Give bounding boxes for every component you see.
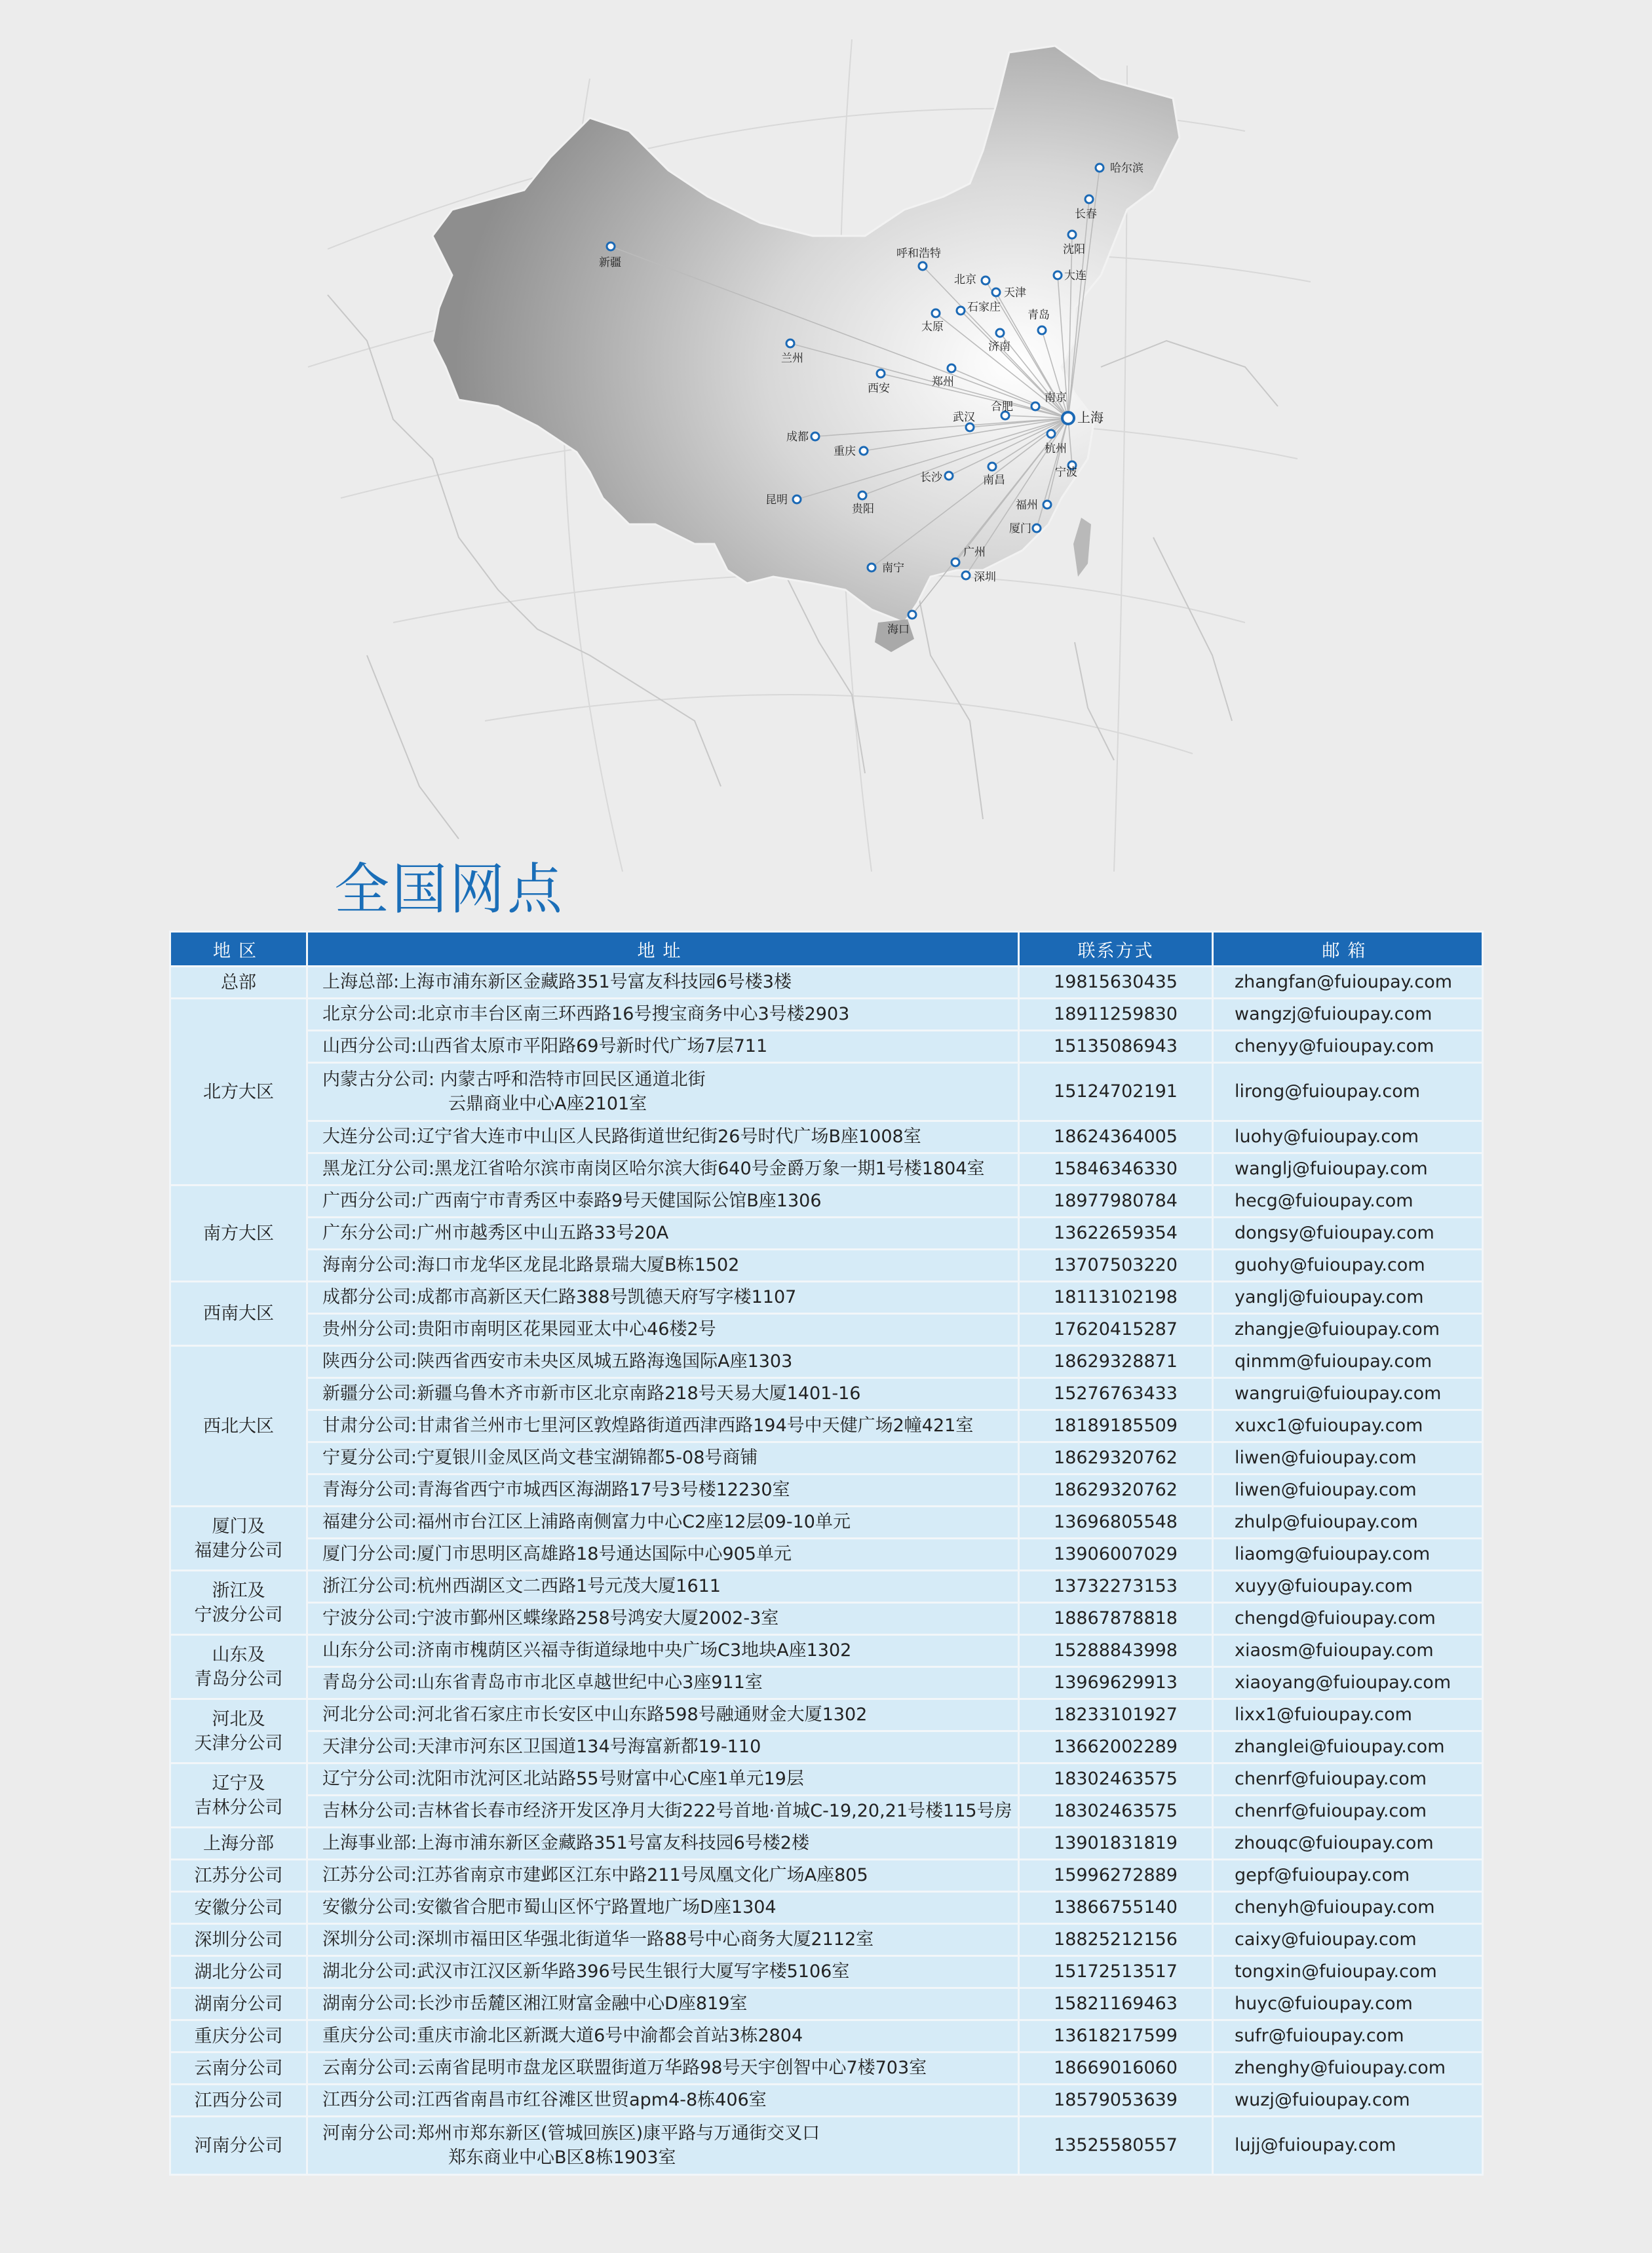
table-row — [170, 1314, 1483, 1346]
table-row — [170, 1699, 1483, 1731]
address-cell — [307, 1539, 1019, 1571]
email-link[interactable]: huyc@fuioupay.com — [1213, 1988, 1483, 2020]
address-line: 云南分公司:云南省昆明市盘龙区联盟街道万华路98号天宇创智中心7楼703室 — [322, 2058, 927, 2078]
city-marker — [793, 495, 801, 503]
city-marker — [1031, 402, 1039, 410]
table-row — [170, 1282, 1483, 1314]
address-line: 海南分公司:海口市龙华区龙昆北路景瑞大厦B栋1502 — [322, 1255, 740, 1275]
email-link[interactable]: zhangfan@fuioupay.com — [1213, 967, 1483, 999]
table-row — [170, 1763, 1483, 1796]
header-email: 邮箱 — [1213, 932, 1483, 967]
region-cell: 上海分部 — [170, 1828, 307, 1860]
city-marker — [858, 491, 866, 499]
address-line: 新疆分公司:新疆乌鲁木齐市新市区北京南路218号天易大厦1401-16 — [322, 1383, 861, 1404]
address-cell — [307, 1603, 1019, 1635]
region-label-line: 福建分公司 — [194, 1540, 283, 1561]
email-link[interactable]: lirong@fuioupay.com — [1213, 1063, 1483, 1121]
city-label: 郑州 — [932, 376, 954, 389]
city-marker — [1096, 164, 1104, 172]
city-label: 天津 — [1004, 286, 1026, 299]
address-line: 上海总部:上海市浦东新区金藏路351号富友科技园6号楼3楼 — [322, 972, 792, 992]
region-cell: 北方大区 — [170, 999, 307, 1185]
phone-cell: 18867878818 — [1019, 1603, 1213, 1635]
address-cell — [307, 1378, 1019, 1410]
table-row — [170, 1063, 1483, 1121]
email-link[interactable]: chenyy@fuioupay.com — [1213, 1031, 1483, 1063]
address-line: 辽宁分公司:沈阳市沈河区北站路55号财富中心C座1单元19层 — [322, 1769, 804, 1789]
email-link[interactable]: tongxin@fuioupay.com — [1213, 1956, 1483, 1988]
city-label: 南昌 — [983, 474, 1005, 487]
table-row — [170, 1603, 1483, 1635]
phone-cell: 13906007029 — [1019, 1539, 1213, 1571]
address-cell — [307, 1474, 1019, 1507]
region-cell: 重庆分公司 — [170, 2020, 307, 2052]
table-row — [170, 1988, 1483, 2020]
phone-cell: 18629328871 — [1019, 1346, 1213, 1378]
table-row — [170, 1153, 1483, 1185]
region-label-line: 厦门及 — [212, 1516, 265, 1537]
phone-cell: 19815630435 — [1019, 967, 1213, 999]
table-row — [170, 1185, 1483, 1218]
email-link[interactable]: xiaoyang@fuioupay.com — [1213, 1667, 1483, 1699]
city-label: 西安 — [868, 382, 890, 395]
address-line: 黑龙江分公司:黑龙江省哈尔滨市南岗区哈尔滨大街640号金爵万象一期1号楼1804室 — [322, 1159, 985, 1179]
email-link[interactable]: wangrui@fuioupay.com — [1213, 1378, 1483, 1410]
address-cell — [307, 1314, 1019, 1346]
city-marker — [1043, 501, 1051, 509]
address-line: 江苏分公司:江苏省南京市建邺区江东中路211号凤凰文化广场A座805 — [322, 1865, 868, 1885]
table-row — [170, 1860, 1483, 1892]
china-landmass — [432, 46, 1180, 623]
email-link[interactable]: zhanglei@fuioupay.com — [1213, 1731, 1483, 1763]
address-cell — [307, 1571, 1019, 1603]
address-cell — [307, 1153, 1019, 1185]
city-marker — [996, 329, 1004, 337]
city-label: 太原 — [921, 320, 944, 334]
city-label: 海口 — [887, 623, 910, 636]
email-link[interactable]: chengd@fuioupay.com — [1213, 1603, 1483, 1635]
region-cell: 湖北分公司 — [170, 1956, 307, 1988]
region-cell — [170, 1571, 307, 1635]
city-marker — [951, 558, 959, 566]
city-marker — [948, 364, 955, 372]
address-line: 郑东商业中心B区8栋1903室 — [448, 2147, 676, 2168]
city-label: 沈阳 — [1063, 243, 1085, 256]
address-cell — [307, 1924, 1019, 1956]
table-row — [170, 1346, 1483, 1378]
phone-cell: 15821169463 — [1019, 1988, 1213, 2020]
address-cell — [307, 2020, 1019, 2052]
region-cell: 西北大区 — [170, 1346, 307, 1507]
address-cell — [307, 2085, 1019, 2117]
region-cell — [170, 1507, 307, 1571]
city-marker — [945, 472, 953, 480]
table-row — [170, 1924, 1483, 1956]
city-marker — [1054, 271, 1062, 279]
address-cell — [307, 1442, 1019, 1474]
city-label: 武汉 — [953, 411, 975, 424]
taiwan-island — [1073, 518, 1091, 577]
table-body — [170, 967, 1483, 2175]
email-link[interactable]: xuyy@fuioupay.com — [1213, 1571, 1483, 1603]
city-marker — [919, 262, 927, 270]
city-label: 新疆 — [599, 256, 621, 269]
phone-cell: 13866755140 — [1019, 1892, 1213, 1924]
phone-cell: 18302463575 — [1019, 1796, 1213, 1828]
city-label: 深圳 — [974, 571, 996, 584]
address-line: 安徽分公司:安徽省合肥市蜀山区怀宁路置地广场D座1304 — [322, 1897, 777, 1917]
address-line: 山西分公司:山西省太原市平阳路69号新时代广场7层711 — [322, 1036, 768, 1056]
table-row — [170, 2085, 1483, 2117]
table-row — [170, 1121, 1483, 1153]
city-label: 青岛 — [1028, 309, 1050, 322]
table-row — [170, 1218, 1483, 1250]
city-label: 杭州 — [1045, 442, 1067, 455]
address-cell — [307, 1892, 1019, 1924]
city-marker — [868, 564, 875, 571]
city-marker — [1038, 326, 1046, 334]
table-row — [170, 2117, 1483, 2175]
city-marker — [1033, 524, 1041, 532]
address-line: 厦门分公司:厦门市思明区高雄路18号通达国际中心905单元 — [322, 1544, 792, 1564]
header-address: 地址 — [307, 932, 1019, 967]
table-row — [170, 1507, 1483, 1539]
address-line: 河南分公司:郑州市郑东新区(管城回族区)康平路与万通街交叉口 — [322, 2123, 820, 2144]
email-link[interactable]: qinmm@fuioupay.com — [1213, 1346, 1483, 1378]
address-cell — [307, 999, 1019, 1031]
phone-cell: 17620415287 — [1019, 1314, 1213, 1346]
email-link[interactable]: zhulp@fuioupay.com — [1213, 1507, 1483, 1539]
city-label: 哈尔滨 — [1110, 162, 1143, 175]
city-label: 济南 — [988, 340, 1010, 353]
branch-table — [169, 931, 1484, 2176]
city-marker — [786, 339, 794, 347]
email-link[interactable]: chenyh@fuioupay.com — [1213, 1892, 1483, 1924]
address-cell — [307, 1731, 1019, 1763]
city-label: 兰州 — [781, 352, 803, 365]
address-line: 广东分公司:广州市越秀区中山五路33号20A — [322, 1223, 669, 1243]
email-link[interactable]: chenrf@fuioupay.com — [1213, 1763, 1483, 1796]
address-line: 重庆分公司:重庆市渝北区新溉大道6号中渝都会首站3栋2804 — [322, 2026, 803, 2046]
city-marker — [877, 370, 885, 377]
city-marker — [966, 423, 974, 431]
phone-cell: 18825212156 — [1019, 1924, 1213, 1956]
email-link[interactable]: lujj@fuioupay.com — [1213, 2117, 1483, 2175]
region-cell — [170, 1699, 307, 1763]
email-link[interactable]: hecg@fuioupay.com — [1213, 1185, 1483, 1218]
region-label-line: 河北及 — [212, 1708, 265, 1729]
page-title: 全国网点 — [334, 857, 566, 921]
table-row — [170, 2052, 1483, 2085]
address-cell — [307, 1828, 1019, 1860]
city-marker — [957, 307, 965, 315]
phone-cell: 18624364005 — [1019, 1121, 1213, 1153]
address-cell — [307, 1185, 1019, 1218]
address-cell — [307, 1063, 1019, 1121]
region-cell: 云南分公司 — [170, 2052, 307, 2085]
phone-cell: 13732273153 — [1019, 1571, 1213, 1603]
email-link[interactable]: chenrf@fuioupay.com — [1213, 1796, 1483, 1828]
phone-cell: 15172513517 — [1019, 1956, 1213, 1988]
region-cell: 安徽分公司 — [170, 1892, 307, 1924]
email-link[interactable]: zhenghy@fuioupay.com — [1213, 2052, 1483, 2085]
region-cell: 西南大区 — [170, 1282, 307, 1346]
china-network-map — [0, 0, 1652, 878]
address-line: 广西分公司:广西南宁市青秀区中泰路9号天健国际公馆B座1306 — [322, 1191, 822, 1211]
region-cell: 江苏分公司 — [170, 1860, 307, 1892]
phone-cell: 18189185509 — [1019, 1410, 1213, 1442]
address-line: 成都分公司:成都市高新区天仁路388号凯德天府写字楼1107 — [322, 1287, 797, 1307]
region-label-line: 青岛分公司 — [194, 1668, 283, 1689]
table-row — [170, 2020, 1483, 2052]
address-line: 吉林分公司:吉林省长春市经济开发区净月大街222号首地·首城C-19,20,21号楼115号房 — [322, 1801, 1012, 1821]
address-line: 山东分公司:济南市槐荫区兴福寺街道绿地中央广场C3地块A座1302 — [322, 1640, 852, 1661]
region-label-line: 天津分公司 — [194, 1733, 283, 1754]
address-cell — [307, 1121, 1019, 1153]
city-label: 昆明 — [765, 493, 788, 507]
address-cell — [307, 1410, 1019, 1442]
city-marker — [1068, 231, 1076, 239]
region-cell — [170, 1763, 307, 1828]
table-row — [170, 1031, 1483, 1063]
region-cell — [170, 1635, 307, 1699]
address-line: 福建分公司:福州市台江区上浦路南侧富力中心C2座12层09-10单元 — [322, 1512, 851, 1532]
email-link[interactable]: gepf@fuioupay.com — [1213, 1860, 1483, 1892]
address-line: 江西分公司:江西省南昌市红谷滩区世贸apm4-8栋406室 — [322, 2090, 767, 2110]
header-region: 地区 — [170, 932, 307, 967]
address-cell — [307, 1667, 1019, 1699]
phone-cell: 13622659354 — [1019, 1218, 1213, 1250]
city-label: 合肥 — [991, 400, 1013, 414]
address-line: 天津分公司:天津市河东区卫国道134号海富新都19-110 — [322, 1737, 761, 1757]
region-label-line: 辽宁及 — [212, 1773, 265, 1794]
table-row — [170, 1667, 1483, 1699]
address-line: 湖南分公司:长沙市岳麓区湘江财富金融中心D座819室 — [322, 1993, 748, 2014]
address-cell — [307, 1031, 1019, 1063]
table-row — [170, 1635, 1483, 1667]
phone-cell: 18113102198 — [1019, 1282, 1213, 1314]
address-cell — [307, 1763, 1019, 1796]
email-link[interactable]: guohy@fuioupay.com — [1213, 1250, 1483, 1282]
address-line: 青岛分公司:山东省青岛市市北区卓越世纪中心3座911室 — [322, 1672, 763, 1693]
phone-cell: 15846346330 — [1019, 1153, 1213, 1185]
city-label: 呼和浩特 — [896, 247, 941, 260]
city-label: 福州 — [1016, 499, 1038, 512]
table-row — [170, 1571, 1483, 1603]
city-label: 成都 — [786, 431, 809, 444]
city-marker — [1062, 412, 1074, 424]
phone-cell: 13707503220 — [1019, 1250, 1213, 1282]
city-marker — [962, 571, 970, 579]
email-link[interactable]: sufr@fuioupay.com — [1213, 2020, 1483, 2052]
email-link[interactable]: xiaosm@fuioupay.com — [1213, 1635, 1483, 1667]
city-label: 大连 — [1064, 269, 1086, 282]
region-cell: 总部 — [170, 967, 307, 999]
table-row — [170, 1796, 1483, 1828]
email-link[interactable]: liaomg@fuioupay.com — [1213, 1539, 1483, 1571]
phone-cell: 13662002289 — [1019, 1731, 1213, 1763]
email-link[interactable]: yanglj@fuioupay.com — [1213, 1282, 1483, 1314]
region-label-line: 浙江及 — [212, 1580, 265, 1601]
address-line: 上海事业部:上海市浦东新区金藏路351号富友科技园6号楼2楼 — [322, 1833, 809, 1853]
city-label: 长春 — [1075, 208, 1097, 221]
city-label: 长沙 — [920, 471, 942, 484]
phone-cell: 18233101927 — [1019, 1699, 1213, 1731]
address-cell — [307, 1507, 1019, 1539]
address-line: 甘肃分公司:甘肃省兰州市七里河区敦煌路街道西津西路194号中天健广场2幢421室 — [322, 1415, 974, 1436]
phone-cell: 18629320762 — [1019, 1474, 1213, 1507]
city-marker — [607, 242, 615, 250]
table-row — [170, 1731, 1483, 1763]
address-cell — [307, 2052, 1019, 2085]
address-line: 大连分公司:辽宁省大连市中山区人民路街道世纪街26号时代广场B座1008室 — [322, 1126, 921, 1147]
table-row — [170, 1828, 1483, 1860]
city-label: 南宁 — [882, 562, 904, 575]
address-line: 青海分公司:青海省西宁市城西区海湖路17号3号楼12230室 — [322, 1480, 790, 1500]
email-link[interactable]: wanglj@fuioupay.com — [1213, 1153, 1483, 1185]
address-line: 宁波分公司:宁波市鄞州区蝶缘路258号鸿安大厦2002-3室 — [322, 1608, 779, 1628]
city-label: 宁波 — [1055, 466, 1077, 479]
phone-cell: 18629320762 — [1019, 1442, 1213, 1474]
address-line: 湖北分公司:武汉市江汉区新华路396号民生银行大厦写字楼5106室 — [322, 1961, 850, 1982]
table-row — [170, 1410, 1483, 1442]
address-cell — [307, 1250, 1019, 1282]
city-label: 厦门 — [1009, 522, 1031, 535]
region-label-line: 宁波分公司 — [194, 1604, 283, 1625]
address-cell — [307, 1346, 1019, 1378]
phone-cell: 13618217599 — [1019, 2020, 1213, 2052]
city-label: 北京 — [954, 273, 976, 286]
phone-cell: 15288843998 — [1019, 1635, 1213, 1667]
city-marker — [1047, 430, 1055, 438]
region-cell: 南方大区 — [170, 1185, 307, 1282]
phone-cell: 15996272889 — [1019, 1860, 1213, 1892]
city-label: 广州 — [963, 546, 986, 559]
table-header-row — [170, 932, 1483, 967]
table-row — [170, 967, 1483, 999]
address-line: 内蒙古分公司: 内蒙古呼和浩特市回民区通道北街 — [322, 1069, 706, 1090]
address-cell — [307, 2117, 1019, 2175]
region-cell: 湖南分公司 — [170, 1988, 307, 2020]
city-marker — [1085, 195, 1093, 203]
address-cell — [307, 1282, 1019, 1314]
phone-cell: 13969629913 — [1019, 1667, 1213, 1699]
city-label: 上海 — [1077, 410, 1104, 425]
phone-cell: 13696805548 — [1019, 1507, 1213, 1539]
address-line: 贵州分公司:贵阳市南明区花果园亚太中心46楼2号 — [322, 1319, 716, 1339]
region-label-line: 吉林分公司 — [194, 1797, 283, 1818]
address-cell — [307, 1796, 1019, 1828]
phone-cell: 13525580557 — [1019, 2117, 1213, 2175]
phone-cell: 15124702191 — [1019, 1063, 1213, 1121]
header-phone: 联系方式 — [1019, 932, 1213, 967]
city-marker — [811, 433, 819, 440]
table-row — [170, 999, 1483, 1031]
city-marker — [908, 611, 916, 619]
address-line: 北京分公司:北京市丰台区南三环西路16号搜宝商务中心3号楼2903 — [322, 1004, 850, 1024]
city-marker — [932, 309, 940, 317]
email-link[interactable]: liwen@fuioupay.com — [1213, 1442, 1483, 1474]
email-link[interactable]: caixy@fuioupay.com — [1213, 1924, 1483, 1956]
email-link[interactable]: luohy@fuioupay.com — [1213, 1121, 1483, 1153]
address-cell — [307, 1699, 1019, 1731]
city-label: 南京 — [1045, 391, 1067, 404]
phone-cell: 18579053639 — [1019, 2085, 1213, 2117]
address-line: 宁夏分公司:宁夏银川金凤区尚文巷宝湖锦都5-08号商铺 — [322, 1448, 758, 1468]
email-link[interactable]: zhangje@fuioupay.com — [1213, 1314, 1483, 1346]
address-cell — [307, 1988, 1019, 2020]
region-cell: 河南分公司 — [170, 2117, 307, 2175]
phone-cell: 15276763433 — [1019, 1378, 1213, 1410]
address-cell — [307, 1860, 1019, 1892]
city-marker — [992, 288, 1000, 296]
address-line: 云鼎商业中心A座2101室 — [448, 1094, 647, 1114]
city-marker — [982, 277, 989, 284]
region-label-line: 山东及 — [212, 1644, 265, 1665]
city-label: 石家庄 — [967, 301, 1001, 314]
city-label: 重庆 — [834, 445, 856, 458]
phone-cell: 18911259830 — [1019, 999, 1213, 1031]
address-cell — [307, 1635, 1019, 1667]
address-line: 深圳分公司:深圳市福田区华强北街道华一路88号中心商务大厦2112室 — [322, 1929, 874, 1950]
phone-cell: 15135086943 — [1019, 1031, 1213, 1063]
address-line: 陕西分公司:陕西省西安市未央区凤城五路海逸国际A座1303 — [322, 1351, 793, 1372]
table-row — [170, 1539, 1483, 1571]
address-line: 河北分公司:河北省石家庄市长安区中山东路598号融通财金大厦1302 — [322, 1704, 868, 1725]
phone-cell: 13901831819 — [1019, 1828, 1213, 1860]
address-cell — [307, 967, 1019, 999]
address-line: 浙江分公司:杭州西湖区文二西路1号元茂大厦1611 — [322, 1576, 721, 1596]
city-marker — [988, 463, 996, 471]
email-link[interactable]: wangzj@fuioupay.com — [1213, 999, 1483, 1031]
region-cell: 深圳分公司 — [170, 1924, 307, 1956]
email-link[interactable]: liwen@fuioupay.com — [1213, 1474, 1483, 1507]
table-row — [170, 1474, 1483, 1507]
table-row — [170, 1442, 1483, 1474]
email-link[interactable]: lixx1@fuioupay.com — [1213, 1699, 1483, 1731]
email-link[interactable]: dongsy@fuioupay.com — [1213, 1218, 1483, 1250]
table-row — [170, 1378, 1483, 1410]
phone-cell: 18669016060 — [1019, 2052, 1213, 2085]
table-row — [170, 1250, 1483, 1282]
phone-cell: 18302463575 — [1019, 1763, 1213, 1796]
region-cell: 江西分公司 — [170, 2085, 307, 2117]
address-cell — [307, 1218, 1019, 1250]
email-link[interactable]: zhouqc@fuioupay.com — [1213, 1828, 1483, 1860]
email-link[interactable]: wuzj@fuioupay.com — [1213, 2085, 1483, 2117]
email-link[interactable]: xuxc1@fuioupay.com — [1213, 1410, 1483, 1442]
table-row — [170, 1956, 1483, 1988]
city-marker — [860, 447, 868, 455]
phone-cell: 18977980784 — [1019, 1185, 1213, 1218]
city-label: 贵阳 — [852, 503, 874, 516]
address-cell — [307, 1956, 1019, 1988]
table-row — [170, 1892, 1483, 1924]
